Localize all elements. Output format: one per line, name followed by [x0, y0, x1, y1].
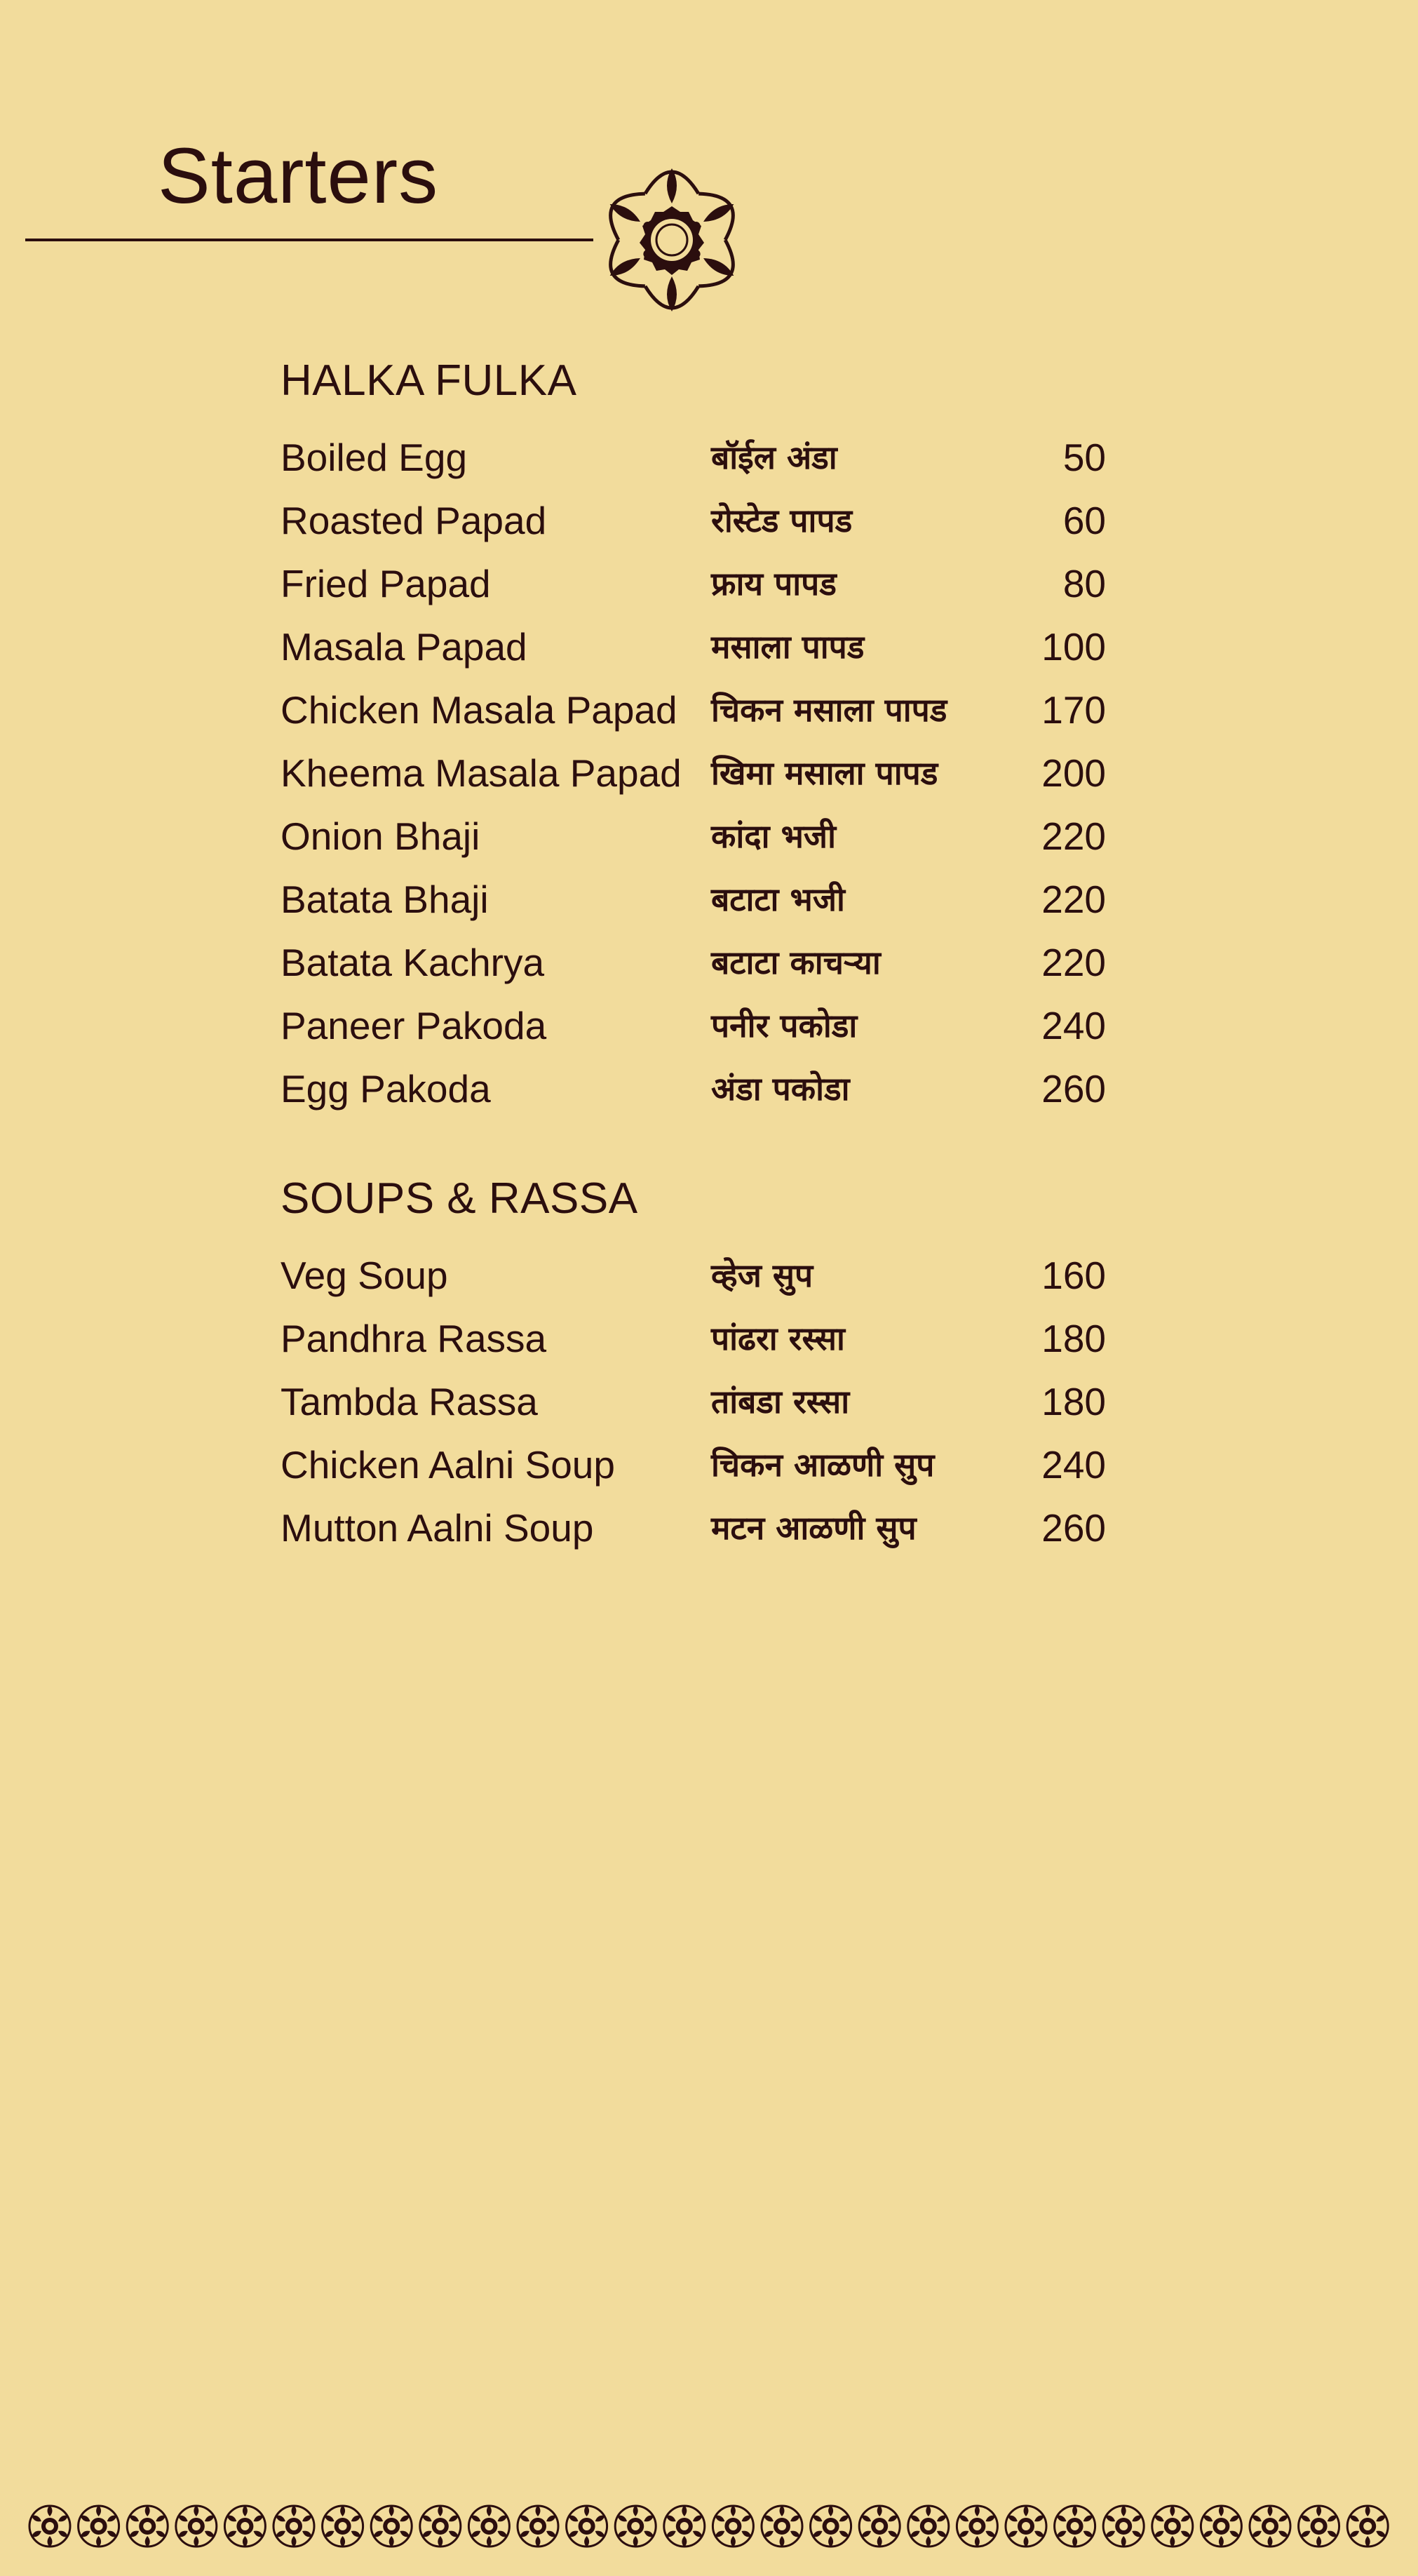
floral-rosette-icon	[762, 2505, 802, 2547]
item-price: 100	[1041, 625, 1106, 669]
item-marathi-name: फ्राय पापड	[711, 565, 837, 603]
floral-rosette-icon	[811, 2505, 851, 2547]
item-name: Paneer Pakoda	[281, 1004, 547, 1047]
item-marathi-name: कांदा भजी	[711, 817, 836, 855]
floral-rosette-icon	[908, 2505, 949, 2547]
decorative-border	[25, 2502, 1393, 2551]
menu-item	[281, 1433, 1122, 1496]
floral-rosette-icon	[1006, 2505, 1046, 2547]
menu-item	[281, 552, 1122, 615]
floral-rosette-icon	[468, 2505, 509, 2547]
menu-item	[281, 1370, 1122, 1433]
item-price: 60	[1062, 499, 1106, 542]
menu-item	[281, 805, 1122, 868]
item-name: Batata Bhaji	[281, 878, 489, 921]
item-price: 260	[1041, 1506, 1106, 1550]
item-name: Chicken Masala Papad	[281, 688, 677, 732]
menu-item	[281, 1496, 1122, 1559]
page-title: Starters	[158, 132, 439, 220]
section-heading: HALKA FULKA	[281, 356, 577, 405]
item-marathi-name: चिकन आळणी सुप	[711, 1446, 935, 1484]
floral-rosette-icon	[1250, 2505, 1290, 2547]
item-marathi-name: बॉईल अंडा	[711, 438, 837, 476]
item-marathi-name: रोस्टेड पापड	[711, 502, 853, 539]
menu-item	[281, 1307, 1122, 1370]
section-soups-rassa	[281, 1174, 1122, 1559]
floral-medallion-icon	[588, 156, 756, 324]
item-price: 200	[1041, 751, 1106, 795]
item-marathi-name: चिकन मसाला पापड	[711, 691, 947, 729]
floral-rosette-icon	[615, 2505, 656, 2547]
floral-rosette-icon	[420, 2505, 461, 2547]
item-name: Kheema Masala Papad	[281, 751, 682, 795]
floral-rosette-icon	[1152, 2505, 1193, 2547]
item-price: 220	[1041, 814, 1106, 858]
floral-rosette-icon	[274, 2505, 314, 2547]
floral-rosette-icon	[1103, 2505, 1144, 2547]
item-price: 180	[1041, 1380, 1106, 1423]
floral-rosette-icon	[713, 2505, 753, 2547]
menu-item	[281, 931, 1122, 994]
item-marathi-name: व्हेज सुप	[711, 1256, 813, 1294]
menu-item	[281, 615, 1122, 678]
item-name: Egg Pakoda	[281, 1067, 491, 1111]
item-marathi-name: बटाटा काचऱ्या	[711, 944, 881, 981]
floral-rosette-icon	[1201, 2505, 1241, 2547]
item-marathi-name: पनीर पकोडा	[711, 1007, 858, 1045]
floral-rosette-icon	[859, 2505, 900, 2547]
item-price: 80	[1062, 562, 1106, 605]
floral-rosette-icon	[29, 2505, 70, 2547]
item-price: 180	[1041, 1317, 1106, 1360]
menu-item	[281, 1244, 1122, 1307]
floral-rosette-icon	[664, 2505, 705, 2547]
item-marathi-name: मटन आळणी सुप	[711, 1509, 917, 1547]
section-heading: SOUPS & RASSA	[281, 1174, 638, 1223]
item-name: Roasted Papad	[281, 499, 547, 542]
item-name: Onion Bhaji	[281, 814, 480, 858]
floral-rosette-icon	[957, 2505, 997, 2547]
menu-item	[281, 742, 1122, 805]
item-name: Masala Papad	[281, 625, 527, 669]
item-price: 170	[1041, 688, 1106, 732]
floral-rosette-icon	[176, 2505, 217, 2547]
menu-item	[281, 426, 1122, 489]
menu-item	[281, 678, 1122, 742]
item-price: 240	[1041, 1443, 1106, 1487]
item-marathi-name: पांढरा रस्सा	[711, 1320, 845, 1357]
item-name: Mutton Aalni Soup	[281, 1506, 594, 1550]
menu-item	[281, 994, 1122, 1057]
item-marathi-name: अंडा पकोडा	[711, 1070, 850, 1108]
menu-item	[281, 868, 1122, 931]
menu-item	[281, 1057, 1122, 1120]
item-marathi-name: मसाला पापड	[711, 628, 865, 666]
floral-rosette-icon	[567, 2505, 607, 2547]
item-name: Batata Kachrya	[281, 941, 545, 984]
item-price: 160	[1041, 1254, 1106, 1297]
title-divider	[25, 239, 593, 241]
floral-rosette-icon	[79, 2505, 119, 2547]
floral-rosette-icon	[127, 2505, 168, 2547]
floral-rosette-icon	[1055, 2505, 1095, 2547]
item-marathi-name: खिमा मसाला पापड	[711, 754, 938, 792]
floral-rosette-icon	[224, 2505, 265, 2547]
item-marathi-name: बटाटा भजी	[711, 880, 845, 918]
floral-rosette-icon	[518, 2505, 558, 2547]
item-name: Fried Papad	[281, 562, 491, 605]
floral-rosette-icon	[1347, 2505, 1388, 2547]
item-price: 260	[1041, 1067, 1106, 1111]
item-name: Veg Soup	[281, 1254, 448, 1297]
item-name: Tambda Rassa	[281, 1380, 538, 1423]
floral-rosette-icon	[1299, 2505, 1339, 2547]
item-price: 240	[1041, 1004, 1106, 1047]
floral-rosette-icon	[323, 2505, 363, 2547]
item-marathi-name: तांबडा रस्सा	[711, 1383, 850, 1421]
item-price: 50	[1062, 436, 1106, 479]
floral-rosette-icon	[371, 2505, 412, 2547]
item-name: Chicken Aalni Soup	[281, 1443, 615, 1487]
item-name: Pandhra Rassa	[281, 1317, 547, 1360]
menu-item	[281, 489, 1122, 552]
item-price: 220	[1041, 878, 1106, 921]
section-halka-fulka	[281, 356, 1122, 1120]
item-price: 220	[1041, 941, 1106, 984]
item-name: Boiled Egg	[281, 436, 468, 479]
